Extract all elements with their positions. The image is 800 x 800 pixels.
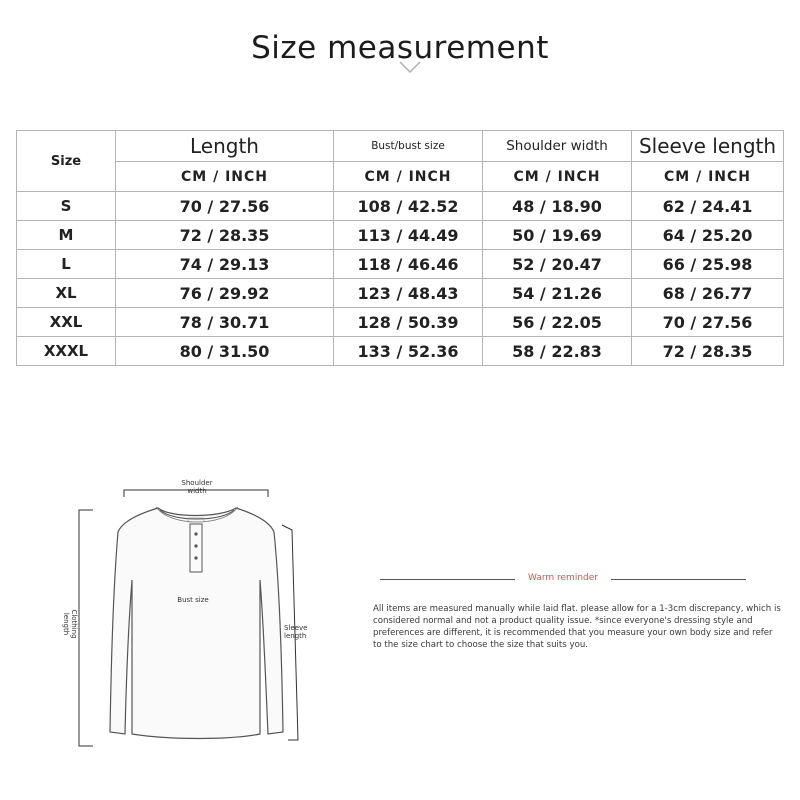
length-cell: 80 / 31.50: [116, 337, 334, 366]
sleeve-cell: 66 / 25.98: [632, 250, 784, 279]
header-shoulder: Shoulder width: [483, 131, 632, 162]
shoulder-cell: 58 / 22.83: [483, 337, 632, 366]
shoulder-cell: 54 / 21.26: [483, 279, 632, 308]
bust-size-label: Bust size: [168, 596, 218, 604]
table-row: [17, 221, 784, 250]
size-cell: L: [17, 250, 116, 279]
chevron-down-icon: [399, 60, 421, 74]
table-row: [17, 279, 784, 308]
size-table: [16, 130, 784, 366]
size-cell: XL: [17, 279, 116, 308]
header-sleeve: Sleeve length: [632, 131, 784, 162]
bust-cell: 108 / 42.52: [334, 192, 483, 221]
unit-shoulder: CM / INCH: [483, 162, 632, 192]
table-row: [17, 337, 784, 366]
bust-cell: 123 / 48.43: [334, 279, 483, 308]
sleeve-length-label-2: length: [284, 632, 307, 640]
sleeve-cell: 68 / 26.77: [632, 279, 784, 308]
shoulder-cell: 52 / 20.47: [483, 250, 632, 279]
header-bust: Bust/bust size: [334, 131, 483, 162]
table-row: [17, 308, 784, 337]
unit-length: CM / INCH: [116, 162, 334, 192]
bust-cell: 118 / 46.46: [334, 250, 483, 279]
header-length: Length: [116, 131, 334, 162]
header-size: Size: [17, 131, 116, 192]
table-row: [17, 192, 784, 221]
shoulder-width-label-1: Shoulder: [181, 479, 213, 487]
garment-diagram: [60, 470, 320, 760]
length-cell: 76 / 29.92: [116, 279, 334, 308]
length-cell: 74 / 29.13: [116, 250, 334, 279]
size-cell: M: [17, 221, 116, 250]
reminder-title: Warm reminder: [528, 573, 598, 583]
tshirt-illustration: [60, 470, 320, 760]
sleeve-length-label-1: Sleeve: [284, 624, 308, 632]
shoulder-cell: 50 / 19.69: [483, 221, 632, 250]
table-row: [17, 250, 784, 279]
reminder-divider-right: [611, 579, 746, 580]
sleeve-cell: 72 / 28.35: [632, 337, 784, 366]
clothing-length-label-1: Clothing: [70, 609, 78, 639]
size-cell: S: [17, 192, 116, 221]
unit-bust: CM / INCH: [334, 162, 483, 192]
unit-sleeve: CM / INCH: [632, 162, 784, 192]
shoulder-cell: 56 / 22.05: [483, 308, 632, 337]
bust-cell: 133 / 52.36: [334, 337, 483, 366]
reminder-text: All items are measured manually while laid flat. please allow for a 1-3cm discrepancy, which is considered normal and not a product quality issue. *since everyone's dressing style and preferences are different, it is recommended that you measure your own body size and refer to the size chart to choose the size that suits you.: [373, 604, 781, 650]
length-cell: 72 / 28.35: [116, 221, 334, 250]
size-cell: XXL: [17, 308, 116, 337]
bust-cell: 128 / 50.39: [334, 308, 483, 337]
sleeve-cell: 62 / 24.41: [632, 192, 784, 221]
page-title: Size measurement: [251, 30, 549, 66]
bust-cell: 113 / 44.49: [334, 221, 483, 250]
reminder-divider-left: [380, 579, 515, 580]
shoulder-width-label-2: width: [187, 487, 207, 495]
sleeve-cell: 70 / 27.56: [632, 308, 784, 337]
sleeve-cell: 64 / 25.20: [632, 221, 784, 250]
length-cell: 70 / 27.56: [116, 192, 334, 221]
clothing-length-label-2: length: [62, 612, 70, 636]
shoulder-cell: 48 / 18.90: [483, 192, 632, 221]
size-cell: XXXL: [17, 337, 116, 366]
length-cell: 78 / 30.71: [116, 308, 334, 337]
